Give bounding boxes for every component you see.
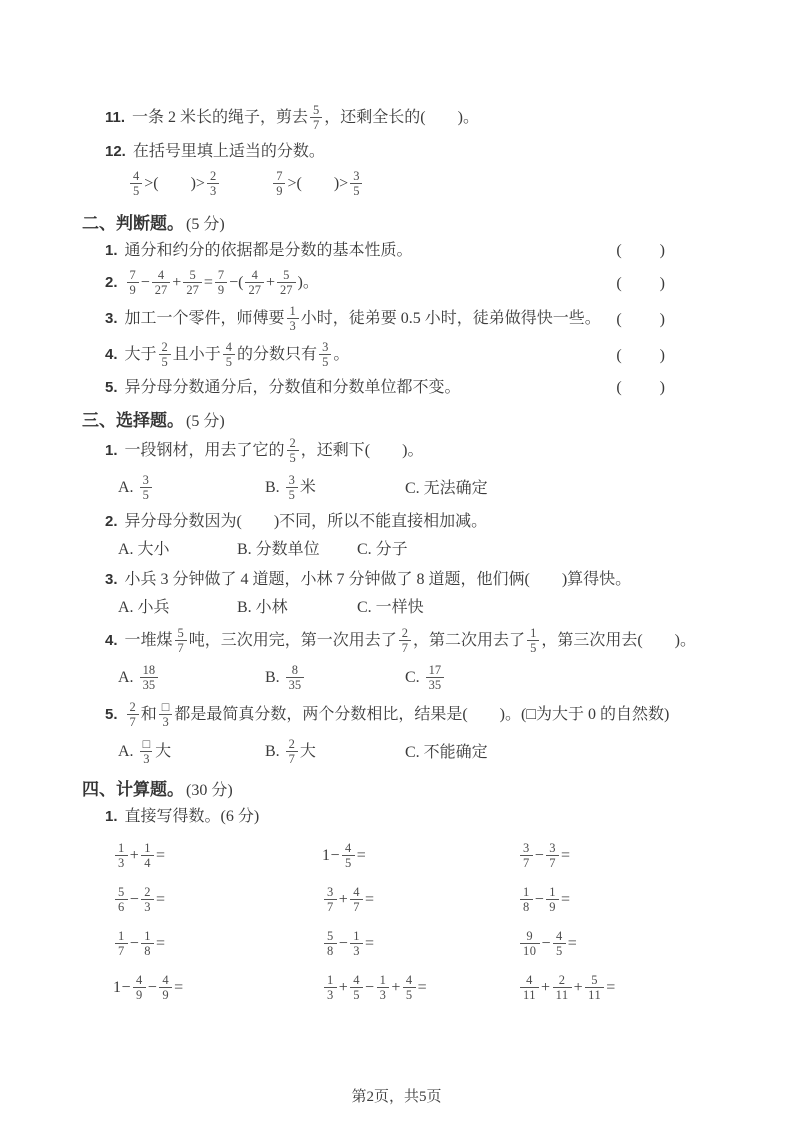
question-number: 4. — [105, 632, 118, 650]
question-number: 1. — [105, 808, 118, 825]
fraction: $\frac{1}{9}$ — [546, 885, 559, 914]
fraction: $\frac{2}{7}$ — [399, 626, 411, 655]
fraction: $\frac{4}{9}$ — [159, 973, 172, 1002]
fraction: $\frac{2}{5}$ — [159, 340, 171, 369]
question-text: $\frac{2}{7}$ 和 $\frac{□}{3}$ 都是最简真分数，两个分数相比，结果是( )。(□为大于 0 的自然数) — [125, 706, 670, 723]
judge-item-2 — [105, 269, 667, 298]
answer-bracket: ( ) — [616, 310, 667, 328]
fraction: $\frac{1}{3}$ — [115, 841, 128, 870]
fraction: $\frac{4}{5}$ — [342, 841, 355, 870]
fraction: $\frac{5}{8}$ — [324, 929, 337, 958]
choice-question-1 — [105, 437, 715, 466]
fraction: $\frac{4}{5}$ — [350, 973, 363, 1002]
calc-expression: $\frac{5}{8}$ − $\frac{1}{3}$ = — [322, 922, 518, 966]
fraction: $\frac{8}{35}$ — [286, 663, 305, 692]
fraction: $\frac{7}{9}$ — [273, 169, 285, 198]
fraction: $\frac{2}{7}$ — [286, 737, 298, 766]
calc-expression: $\frac{9}{10}$ − $\frac{4}{5}$ = — [518, 922, 715, 966]
fraction: $\frac{1}{4}$ — [141, 841, 154, 870]
question-number: 2. — [105, 513, 118, 530]
fraction: $\frac{4}{27}$ — [152, 268, 171, 297]
section-title: 四、计算题。 — [82, 780, 184, 799]
question-text: 大于 $\frac{2}{5}$ 且小于 $\frac{4}{5}$ 的分数只有 $\frac{3}{5}$ 。 — [124, 340, 350, 369]
subheading-title: 直接写得数。 — [124, 808, 221, 825]
option-c: C. 无法确定 — [405, 479, 488, 497]
fraction: $\frac{□}{3}$ — [159, 700, 173, 729]
question-12 — [105, 141, 715, 163]
fraction: $\frac{3}{7}$ — [324, 885, 337, 914]
section-title: 二、判断题。 — [82, 214, 184, 233]
fraction: $\frac{5}{27}$ — [277, 268, 296, 297]
fraction: $\frac{3}{7}$ — [520, 841, 533, 870]
fraction: $\frac{1}{5}$ — [527, 626, 539, 655]
choice-options-3 — [118, 597, 715, 619]
option-a: A. $\frac{18}{35}$ — [118, 664, 265, 693]
fraction: $\frac{9}{10}$ — [520, 929, 540, 958]
section-score: (30 分) — [186, 782, 233, 799]
question-number: 5. — [105, 379, 118, 396]
option-a: A. 小兵 — [118, 599, 170, 616]
option-c: C. 一样快 — [357, 599, 424, 616]
fraction: $\frac{7}{9}$ — [215, 268, 227, 297]
judge-item-5 — [105, 377, 667, 399]
question-number: 4. — [105, 346, 118, 364]
fraction: $\frac{2}{3}$ — [207, 169, 219, 198]
fraction: $\frac{1}{7}$ — [115, 929, 128, 958]
comparison-row — [128, 169, 715, 199]
choice-question-3 — [105, 569, 715, 591]
option-b: B. $\frac{3}{5}$ 米 — [265, 473, 316, 502]
fraction: $\frac{2}{7}$ — [127, 700, 139, 729]
question-number: 12. — [105, 143, 126, 160]
fraction: $\frac{1}{3}$ — [350, 929, 363, 958]
calc-expression: $\frac{1}{7}$ − $\frac{1}{8}$ = — [113, 922, 322, 966]
question-text: 一堆煤 $\frac{5}{7}$ 吨，三次用完，第一次用去了 $\frac{2}{7}$ ，第二次用去了 $\frac{1}{5}$ ，第三次用去( )。 — [124, 626, 696, 655]
question-text: 异分母分数因为( )不同，所以不能直接相加减。 — [124, 513, 488, 530]
choice-section — [82, 406, 715, 767]
option-a: A. 大小 — [118, 541, 170, 558]
question-number: 3. — [105, 571, 118, 588]
option-b: B. 小林 — [237, 599, 288, 616]
calc-subheading — [105, 806, 715, 828]
fraction: $\frac{18}{35}$ — [140, 663, 159, 692]
question-number: 1. — [105, 242, 118, 259]
option-c: C. $\frac{17}{35}$ — [405, 664, 446, 693]
question-text: 一段钢材，用去了它的 $\frac{2}{5}$ ，还剩下( )。 — [124, 436, 424, 465]
fraction: $\frac{5}{7}$ — [310, 103, 322, 132]
fraction: $\frac{1}{3}$ — [377, 973, 390, 1002]
option-b: B. $\frac{8}{35}$ — [265, 664, 405, 693]
question-number: 11. — [105, 109, 126, 127]
answer-bracket: ( ) — [616, 274, 667, 292]
judge-section-heading — [82, 209, 715, 234]
fraction: $\frac{1}{8}$ — [141, 929, 154, 958]
judge-section — [82, 209, 715, 399]
fraction: $\frac{5}{11}$ — [585, 973, 604, 1002]
fraction: $\frac{2}{5}$ — [287, 436, 299, 465]
fraction: $\frac{2}{11}$ — [553, 973, 572, 1002]
choice-question-5 — [105, 701, 715, 730]
question-text: 一条 2 米长的绳子，剪去 $\frac{5}{7}$ ，还剩全长的( )。 — [132, 103, 479, 132]
question-text: 在括号里填上适当的分数。 — [132, 143, 325, 160]
question-text: 小兵 3 分钟做了 4 道题，小林 7 分钟做了 8 道题，他们俩( )算得快。 — [124, 571, 632, 588]
fraction: $\frac{3}{5}$ — [286, 473, 298, 502]
judge-item-4 — [105, 341, 667, 370]
subheading-score: (6 分) — [220, 808, 260, 825]
choice-options-5 — [118, 738, 715, 767]
comparison-expression-1: $\frac{4}{5}$ >( )> $\frac{2}{3}$ — [128, 169, 221, 199]
fill-in-section — [82, 104, 715, 199]
page-footer: 第2页，共5页 — [351, 1089, 442, 1105]
calc-expression: $\frac{4}{11}$ + $\frac{2}{11}$ + $\frac{5}{11}$ = — [518, 966, 715, 1010]
question-text: 异分母分数通分后，分数值和分数单位都不变。 — [124, 379, 461, 396]
calc-expression: $\frac{1}{3}$ + $\frac{4}{5}$ − $\frac{1}{3}$ + $\frac{4}{5}$ = — [322, 966, 518, 1010]
fraction: $\frac{1}{3}$ — [324, 973, 337, 1002]
calc-grid — [113, 834, 715, 1010]
fraction: $\frac{□}{3}$ — [140, 737, 154, 766]
calc-expression: $\frac{5}{6}$ − $\frac{2}{3}$ = — [113, 878, 322, 922]
question-11 — [105, 104, 715, 133]
option-c: C. 分子 — [357, 541, 408, 558]
fraction: $\frac{17}{35}$ — [426, 663, 445, 692]
calc-expression: $\frac{1}{3}$ + $\frac{1}{4}$ = — [113, 834, 322, 878]
option-b: B. $\frac{2}{7}$ 大 — [265, 737, 316, 766]
question-number: 2. — [105, 274, 118, 292]
fraction: $\frac{4}{7}$ — [350, 885, 363, 914]
choice-question-4 — [105, 627, 715, 656]
question-text: $\frac{7}{9}$ − $\frac{4}{27}$ + $\frac{5}{27}$ = $\frac{7}{9}$ −( $\frac{4}{27}$ + $\frac{5}{27}$ )。 — [125, 274, 319, 291]
fraction: $\frac{3}{5}$ — [319, 340, 331, 369]
question-number: 3. — [105, 310, 118, 328]
choice-options-2 — [118, 539, 715, 561]
section-title: 三、选择题。 — [82, 411, 184, 430]
calc-expression: 1− $\frac{4}{5}$ = — [322, 840, 367, 870]
choice-options-4 — [118, 664, 715, 693]
calc-expression: $\frac{3}{7}$ + $\frac{4}{7}$ = — [322, 878, 518, 922]
fraction: $\frac{4}{5}$ — [130, 169, 142, 198]
fraction: $\frac{4}{11}$ — [520, 973, 539, 1002]
fraction: $\frac{2}{3}$ — [141, 885, 154, 914]
fraction: $\frac{5}{6}$ — [115, 885, 128, 914]
calc-expression: 1− $\frac{4}{9}$ − $\frac{4}{9}$ = — [113, 972, 184, 1002]
choice-options-1 — [118, 474, 715, 503]
fraction: $\frac{4}{5}$ — [553, 929, 566, 958]
fraction: $\frac{7}{9}$ — [127, 268, 139, 297]
answer-bracket: ( ) — [616, 242, 667, 259]
question-text: 加工一个零件，师傅要 $\frac{1}{3}$ 小时，徒弟要 0.5 小时，徒弟做得快一些。 — [124, 304, 601, 333]
fraction: $\frac{4}{5}$ — [403, 973, 416, 1002]
fraction: $\frac{3}{5}$ — [140, 473, 152, 502]
answer-bracket: ( ) — [616, 346, 667, 364]
judge-item-3 — [105, 305, 667, 334]
fraction: $\frac{1}{8}$ — [520, 885, 533, 914]
fraction: $\frac{5}{7}$ — [175, 626, 187, 655]
answer-bracket: ( ) — [616, 379, 667, 396]
option-a: A. $\frac{3}{5}$ — [118, 474, 265, 503]
calc-expression: $\frac{3}{7}$ − $\frac{3}{7}$ = — [518, 834, 715, 878]
fraction: $\frac{3}{5}$ — [350, 169, 362, 198]
section-score: (5 分) — [186, 216, 225, 233]
calc-expression: $\frac{1}{8}$ − $\frac{1}{9}$ = — [518, 878, 715, 922]
fraction: $\frac{3}{7}$ — [546, 841, 559, 870]
comparison-expression-2: $\frac{7}{9}$ >( )> $\frac{3}{5}$ — [271, 169, 364, 199]
question-text: 通分和约分的依据都是分数的基本性质。 — [124, 242, 413, 259]
option-a: A. $\frac{□}{3}$ 大 — [118, 737, 172, 766]
section-score: (5 分) — [186, 413, 225, 430]
option-c: C. 不能确定 — [405, 743, 488, 761]
fraction: $\frac{5}{27}$ — [183, 268, 202, 297]
calc-section — [82, 775, 715, 1010]
choice-question-2 — [105, 511, 715, 533]
choice-section-heading — [82, 406, 715, 431]
judge-item-1 — [105, 240, 667, 262]
question-number: 1. — [105, 442, 118, 460]
question-number: 5. — [105, 706, 118, 724]
fraction: $\frac{4}{5}$ — [223, 340, 235, 369]
fraction: $\frac{1}{3}$ — [287, 304, 299, 333]
fraction: $\frac{4}{9}$ — [133, 973, 146, 1002]
option-b: B. 分数单位 — [237, 541, 320, 558]
calc-section-heading — [82, 775, 715, 800]
fraction: $\frac{4}{27}$ — [245, 268, 264, 297]
